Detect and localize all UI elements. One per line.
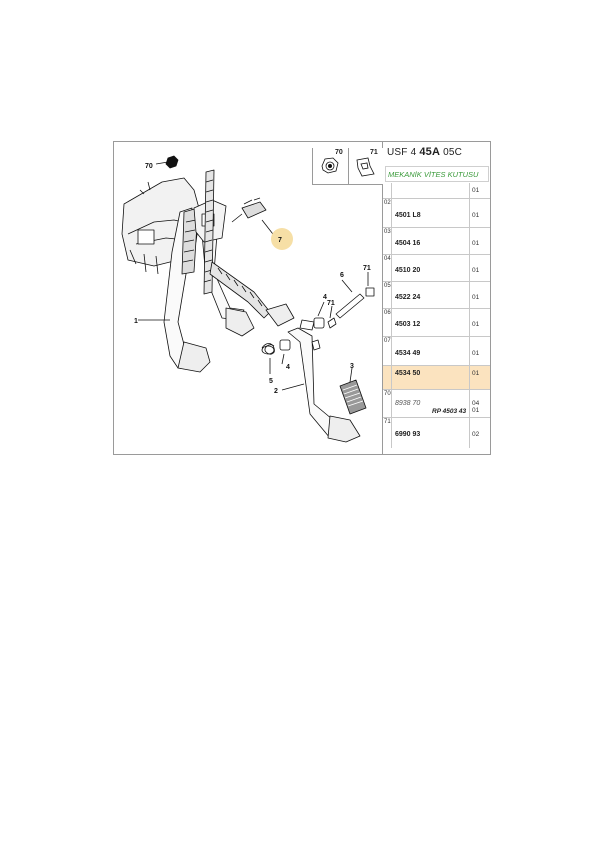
row-number: 03 (384, 229, 391, 235)
row-qty-secondary: 01 (472, 407, 480, 414)
row-number: 05 (384, 283, 391, 289)
callout-7: 7 (278, 237, 282, 244)
row-number: 71 (384, 419, 391, 425)
table-row[interactable] (383, 183, 491, 199)
row-number: 04 (384, 256, 391, 262)
pedal-assembly-diagram (114, 142, 382, 454)
row-qty: 02 (472, 431, 480, 438)
table-row[interactable] (383, 255, 491, 282)
callout-4-lower: 4 (286, 364, 290, 371)
row-part-number: 4534 50 (395, 370, 421, 377)
callout-70: 70 (145, 163, 153, 170)
row-qty: 01 (472, 350, 480, 357)
table-row[interactable] (383, 309, 491, 337)
ref-prefix: USF 4 (387, 147, 417, 158)
table-row[interactable] (383, 418, 491, 448)
nut-icon (313, 148, 348, 184)
parts-list-panel (382, 142, 491, 454)
callout-3: 3 (350, 363, 354, 370)
thumb-clip[interactable] (348, 148, 383, 184)
row-qty: 04 (472, 400, 480, 407)
row-part-number: 8938 70 (395, 400, 421, 407)
row-qty: 01 (472, 370, 480, 377)
thumb-clip-label: 71 (370, 149, 378, 156)
table-row[interactable] (383, 282, 491, 309)
row-number: 70 (384, 391, 391, 397)
ref-code: 45A (419, 146, 441, 158)
row-part-number: 4534 49 (395, 350, 421, 357)
callout-71-right: 71 (363, 265, 371, 272)
section-subtitle: MEKANİK VİTES KUTUSU (385, 166, 489, 182)
row-number: 06 (384, 310, 391, 316)
catalog-reference (387, 146, 462, 158)
thumb-nut[interactable] (313, 148, 349, 184)
row-number: 02 (384, 200, 391, 206)
row-part-number: 4501 L8 (395, 212, 421, 219)
callout-5: 5 (269, 378, 273, 385)
table-row[interactable] (383, 337, 491, 366)
row-qty: 01 (472, 187, 480, 194)
row-part-number: 4522 24 (395, 294, 421, 301)
row-qty: 01 (472, 240, 480, 247)
table-row[interactable] (383, 390, 491, 418)
row-part-number: 4510 20 (395, 267, 421, 274)
callout-2: 2 (274, 388, 278, 395)
table-row[interactable] (383, 199, 491, 228)
row-qty: 01 (472, 212, 480, 219)
row-qty: 01 (472, 321, 480, 328)
row-part-number: 4503 12 (395, 321, 421, 328)
callout-6: 6 (340, 272, 344, 279)
parts-catalog-frame (113, 141, 491, 455)
ref-suffix: 05C (443, 147, 463, 158)
callout-1: 1 (134, 318, 138, 325)
row-number: 07 (384, 338, 391, 344)
row-qty: 01 (472, 294, 480, 301)
row-qty: 01 (472, 267, 480, 274)
callout-71-left: 71 (327, 300, 335, 307)
row-part-number: 6990 93 (395, 431, 421, 438)
thumb-nut-label: 70 (335, 149, 343, 156)
callout-4-upper: 4 (323, 294, 327, 301)
row-replacement-ref: RP 4503 43 (432, 408, 467, 415)
table-row[interactable] (383, 228, 491, 255)
row-part-number: 4504 16 (395, 240, 421, 247)
table-row-selected[interactable] (383, 366, 491, 390)
thumbnail-box (312, 148, 383, 185)
clip-icon (348, 148, 383, 184)
